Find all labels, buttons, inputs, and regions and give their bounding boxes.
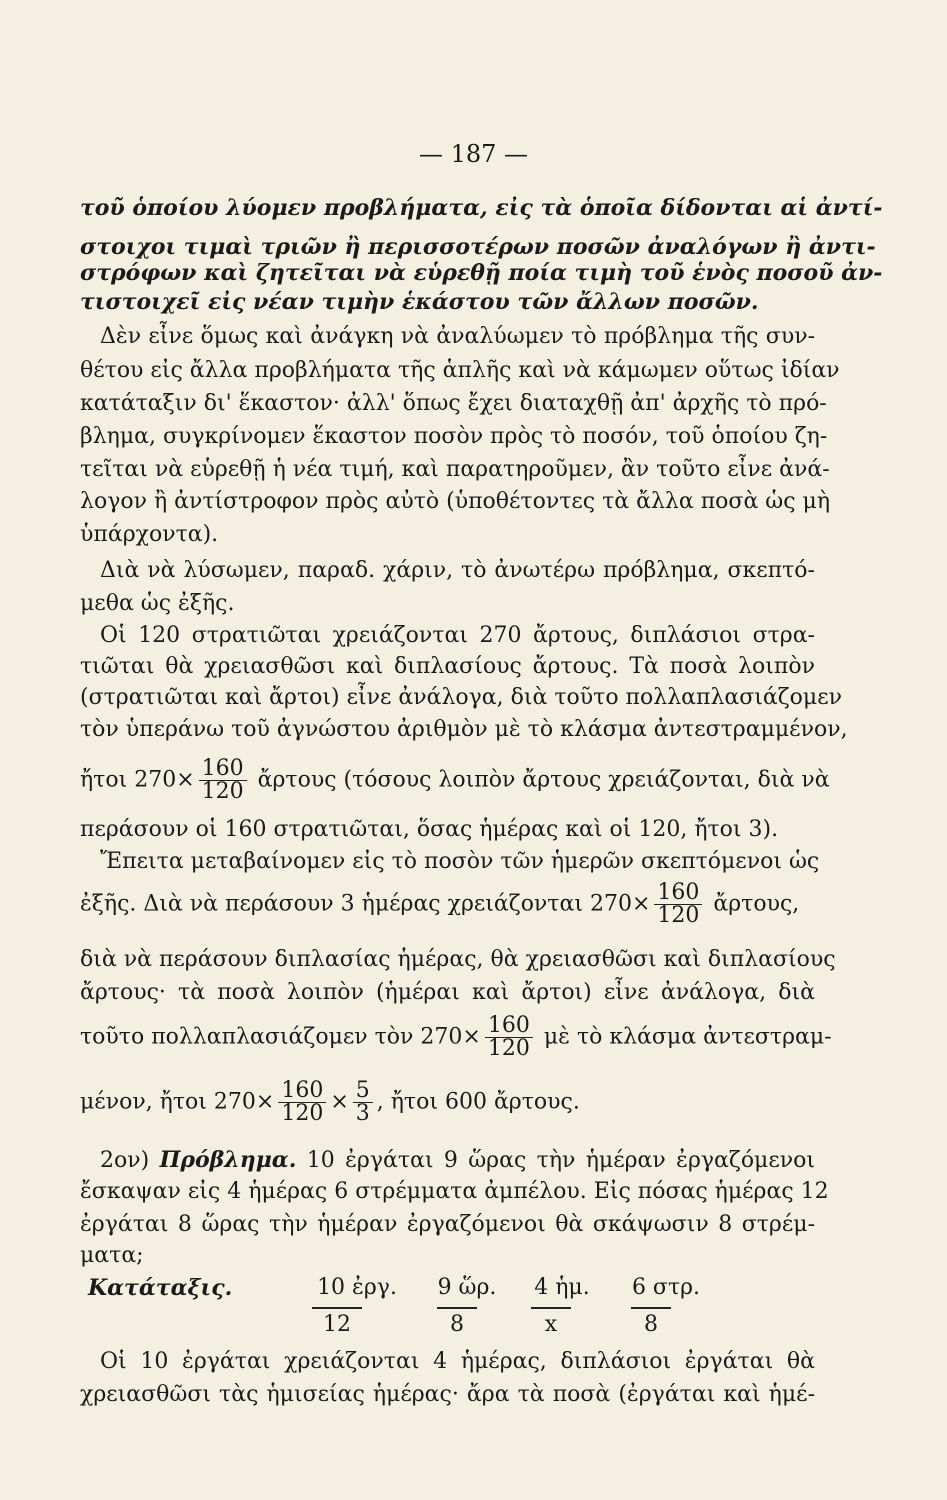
problem-heading-line <box>80 1145 815 1176</box>
math-text: ἄρτους, <box>713 891 800 917</box>
text-line: ἔσκαψαν εἰς 4 ἡμέρας 6 στρέμματα ἀμπέλου. Εἰς πόσας ἡμέρας 12 <box>80 1179 829 1204</box>
math-text: μένον, ἤτοι 270× <box>80 1089 275 1115</box>
fraction <box>199 758 247 803</box>
text-line: τοῦ ὁποίου λύομεν προβλήματα, εἰς τὰ ὁποῖα δίδονται αἱ ἀντί- <box>80 195 883 221</box>
math-line <box>80 882 815 927</box>
table-cell: 9 ὥρ. <box>437 1275 497 1300</box>
table-rule <box>437 1307 477 1309</box>
text-line: στρόφων καὶ ζητεῖται νὰ εὑρεθῇ ποία τιμὴ τοῦ ἑνὸς ποσοῦ ἀν- <box>80 260 883 286</box>
table-cell: x <box>544 1312 558 1337</box>
text-line: Οἱ 10 ἐργάται χρειάζονται 4 ἡμέρας, διπλάσιοι ἐργάται θὰ <box>100 1349 815 1374</box>
fraction <box>654 882 702 927</box>
text-line: περάσουν οἱ 160 στρατιῶται, ὅσας ἡμέρας καὶ οἱ 120, ἤτοι 3). <box>80 817 779 842</box>
math-text: μὲ τὸ κλάσμα ἀντεστραμ- <box>543 1024 832 1050</box>
fraction-numerator: 160 <box>278 1080 326 1103</box>
table-rule <box>531 1307 571 1309</box>
text-line: ἄρτους· τὰ ποσὰ λοιπὸν (ἡμέραι καὶ ἄρτοι) εἶνε ἀνάλογα, διὰ <box>80 980 815 1005</box>
text-line: λογον ἢ ἀντίστροφον πρὸς αὐτὸ (ὑποθέτοντες τὰ ἄλλα ποσὰ ὡς μὴ <box>80 489 831 514</box>
math-line <box>80 1013 832 1061</box>
text-line: τὸν ὑπεράνω τοῦ ἀγνώστου ἀριθμὸν μὲ τὸ κλάσμα ἀντεστραμμένον, <box>80 717 848 742</box>
text-line: Οἱ 120 στρατιῶται χρειάζονται 270 ἄρτους, διπλάσιοι στρα- <box>100 623 815 648</box>
text-line: (στρατιῶται καὶ ἄρτοι) εἶνε ἀνάλογα, διὰ τοῦτο πολλαπλασιάζομεν <box>80 685 842 710</box>
text-line: Διὰ νὰ λύσωμεν, παραδ. χάριν, τὸ ἀνωτέρω πρόβλημα, σκεπτό- <box>100 558 815 583</box>
fraction-numerator: 5 <box>353 1080 373 1103</box>
fraction-numerator: 160 <box>654 882 702 905</box>
text-line: τιστοιχεῖ εἰς νέαν τιμὴν ἑκάστου τῶν ἄλλων ποσῶν. <box>80 289 759 315</box>
table-cell: 8 <box>450 1312 464 1337</box>
math-line <box>80 756 830 804</box>
text-line: μεθα ὡς ἐξῆς. <box>80 591 235 616</box>
table-cell: 12 <box>323 1312 351 1337</box>
text-line: διὰ νὰ περάσουν διπλασίας ἡμέρας, θὰ χρειασθῶσι καὶ διπλασίους <box>80 947 836 972</box>
text-line: τεῖται νὰ εὑρεθῇ ἡ νέα τιμή, καὶ παρατηροῦμεν, ἂν τοῦτο εἶνε ἀνά- <box>80 457 830 482</box>
math-text: ἄρτους (τόσους λοιπὸν ἄρτους χρειάζονται, διὰ νὰ <box>257 767 830 793</box>
text-line: ἐργάται 8 ὥρας τὴν ἡμέραν ἐργαζόμενοι θὰ σκάψωσιν 8 στρέμ- <box>80 1212 815 1237</box>
text-line: ὑπάρχοντα). <box>80 522 219 547</box>
text-line: στοιχοι τιμαὶ τριῶν ἢ περισσοτέρων ποσῶν ἀναλόγων ἢ ἀντι- <box>80 234 876 260</box>
fraction <box>353 1080 373 1125</box>
table-cell: 8 <box>644 1312 658 1337</box>
fraction-denominator: 120 <box>487 1036 530 1061</box>
math-text: ἐξῆς. Διὰ νὰ περάσουν 3 ἡμέρας χρειάζονται 270× <box>80 891 651 917</box>
math-text: τοῦτο πολλαπλασιάζομεν τὸν 270× <box>80 1024 481 1050</box>
table-cell: 10 ἐργ. <box>317 1275 397 1300</box>
problem-title: Πρόβλημα. <box>159 1147 297 1173</box>
times-sign: × <box>330 1089 349 1115</box>
text-line: ματα; <box>80 1243 144 1268</box>
problem-number: 2ον) <box>100 1148 150 1173</box>
fraction-denominator: 120 <box>657 903 700 928</box>
fraction-denominator: 120 <box>281 1101 324 1126</box>
fraction-denominator: 3 <box>355 1101 370 1126</box>
table-cell: 4 ἡμ. <box>534 1275 590 1300</box>
table-cell: 6 στρ. <box>631 1275 701 1300</box>
text-line: Ἔπειτα μεταβαίνομεν εἰς τὸ ποσὸν τῶν ἡμερῶν σκεπτόμενοι ὡς <box>100 849 820 874</box>
math-line <box>80 1080 580 1125</box>
fraction-numerator: 160 <box>199 758 247 781</box>
page-number: — 187 — <box>418 140 529 168</box>
text-line: τιῶται θὰ χρειασθῶσι καὶ διπλασίους ἄρτους. Τὰ ποσὰ λοιπὸν <box>80 654 815 679</box>
text-line: θέτου εἰς ἄλλα προβλήματα τῆς ἁπλῆς καὶ νὰ κάμωμεν οὕτως ἰδίαν <box>80 358 840 383</box>
problem-text: 10 ἐργάται 9 ὥρας τὴν ἡμέραν ἐργαζόμενοι <box>306 1148 815 1173</box>
text-line: Δὲν εἶνε ὅμως καὶ ἀνάγκη νὰ ἀναλύωμεν τὸ πρόβλημα τῆς συν- <box>100 324 815 349</box>
arrangement-label: Κατάταξις. <box>88 1275 233 1301</box>
text-line: κατάταξιν δι' ἕκαστον· ἀλλ' ὅπως ἔχει διαταχθῇ ἀπ' ἀρχῆς τὸ πρό- <box>80 391 827 416</box>
fraction-denominator: 120 <box>201 779 244 804</box>
fraction <box>485 1015 533 1060</box>
math-text: , ἤτοι 600 ἄρτους. <box>376 1089 580 1115</box>
fraction <box>278 1080 326 1125</box>
table-rule <box>631 1307 671 1309</box>
table-rule <box>312 1307 362 1309</box>
math-text: ἤτοι 270× <box>80 767 195 793</box>
text-line: βλημα, συγκρίνομεν ἕκαστον ποσὸν πρὸς τὸ ποσόν, τοῦ ὁποίου ζη- <box>80 424 828 449</box>
fraction-numerator: 160 <box>485 1015 533 1038</box>
text-line: χρειασθῶσι τὰς ἡμισείας ἡμέρας· ἄρα τὰ ποσὰ (ἐργάται καὶ ἡμέ- <box>80 1382 815 1407</box>
